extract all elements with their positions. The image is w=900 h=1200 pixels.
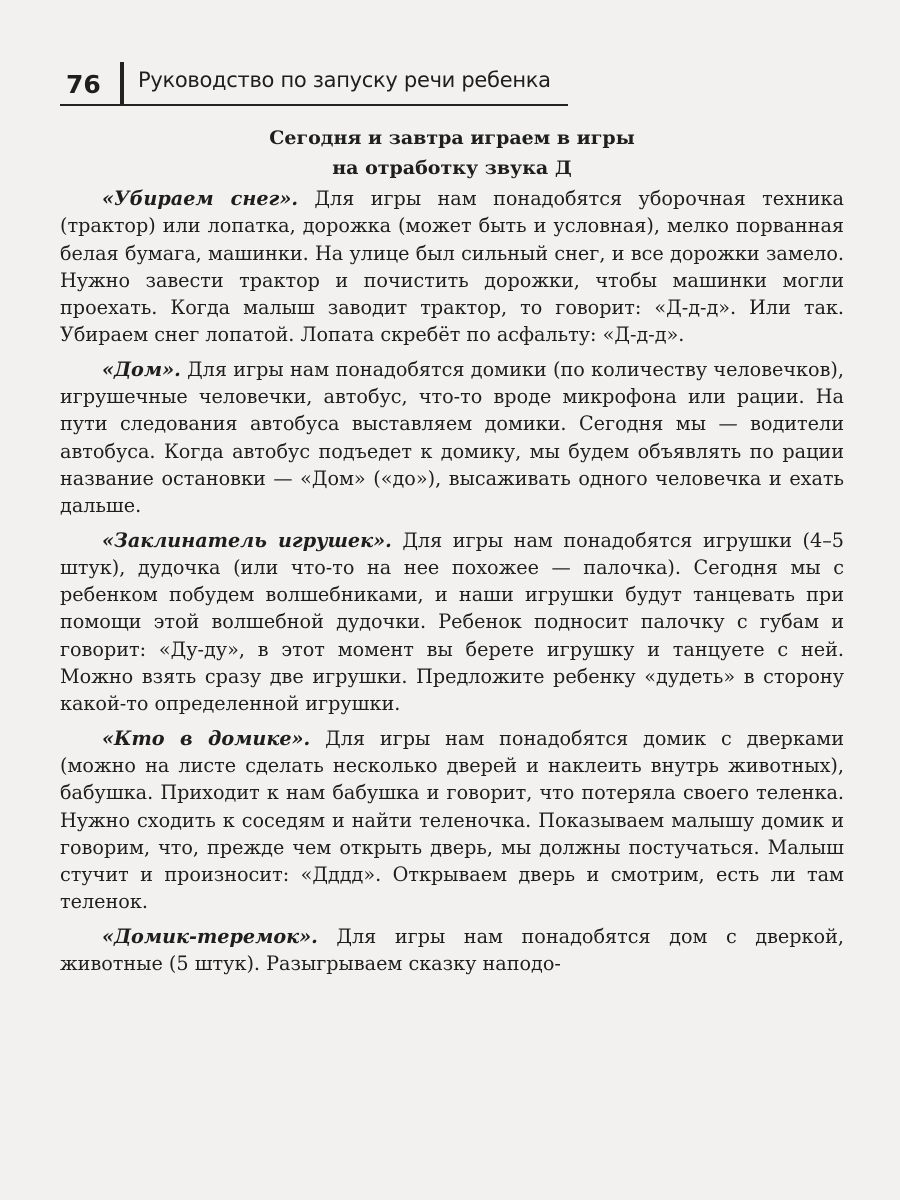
page-number: 76 — [66, 70, 101, 99]
paragraph-game-5 — [60, 923, 844, 978]
body-text — [60, 185, 844, 984]
game-description: Для игры нам понадобятся уборочная техника (трактор) или лопатка, дорожка (может быть и условная), мелко порванная белая бумага, машинки. На улице был сильный снег, и все дорожки замело. Нужно завести трактор и почистить дорожки, чтобы машинки могли проехать. Когда малыш заводит трактор, то говорит: «Д-д-д». Или так. Убираем снег лопатой. Лопата скребёт по асфальту: «Д-д-д». — [60, 187, 844, 347]
game-description: Для игры нам понадобятся домики (по количеству человечков), игрушечные человечки, автобус, что-то вроде микрофона или рации. На пути следования автобуса выставляем домики. Сегодня мы — водители автобуса. Когда автобус подъедет к домику, мы будем объявлять по рации название остановки — «Дом» («до»), высаживать одного человечка и ехать дальше. — [60, 357, 844, 518]
header-divider-bar — [120, 62, 124, 106]
section-heading — [60, 123, 844, 183]
game-name: «Кто в домике». — [102, 726, 311, 750]
game-description: Для игры нам понадобятся дом с дверкой, животные (5 штук). Разыгрываем сказку наподо- — [60, 924, 844, 976]
paragraph-game-4 — [60, 725, 844, 916]
section-heading-line-1: Сегодня и завтра играем в игры — [269, 127, 635, 149]
paragraph-game-3 — [60, 527, 844, 718]
game-description: Для игры нам понадобятся игрушки (4–5 штук), дудочка (или что-то на нее похожее — палочка). Сегодня мы с ребенком побудем волшебниками, и наши игрушки будут танцевать при помощи этой волшебной дудочки. Ребенок подносит палочку с губам и говорит: «Ду-ду», в этот момент вы берете игрушку и танцуете с ней. Можно взять сразу две игрушки. Предложите ребенку «дудеть» в сторону какой-то определенной игрушки. — [60, 528, 845, 716]
paragraph-game-1 — [60, 185, 844, 349]
game-name: «Дом». — [102, 357, 181, 381]
game-description: Для игры нам понадобятся домик с дверками (можно на листе сделать несколько дверей и наклеить внутрь животных), бабушка. Приходит к нам бабушка и говорит, что потеряла своего теленка. Нужно сходить к соседям и найти теленочка. Показываем малышу домик и говорим, что, прежде чем открыть дверь, мы должны постучаться. Малыш стучит и произносит: «Дддд». Открываем дверь и смотрим, есть ли там теленок. — [60, 726, 844, 914]
paragraph-game-2 — [60, 356, 844, 520]
header-rule — [60, 104, 568, 106]
section-heading-line-2: на отработку звука Д — [332, 157, 572, 179]
game-name: «Заклинатель игрушек». — [102, 528, 392, 552]
game-name: «Домик-теремок». — [102, 924, 318, 948]
book-title: Руководство по запуску речи ребенка — [138, 68, 551, 92]
game-name: «Убираем снег». — [102, 187, 298, 210]
running-header — [60, 58, 568, 108]
